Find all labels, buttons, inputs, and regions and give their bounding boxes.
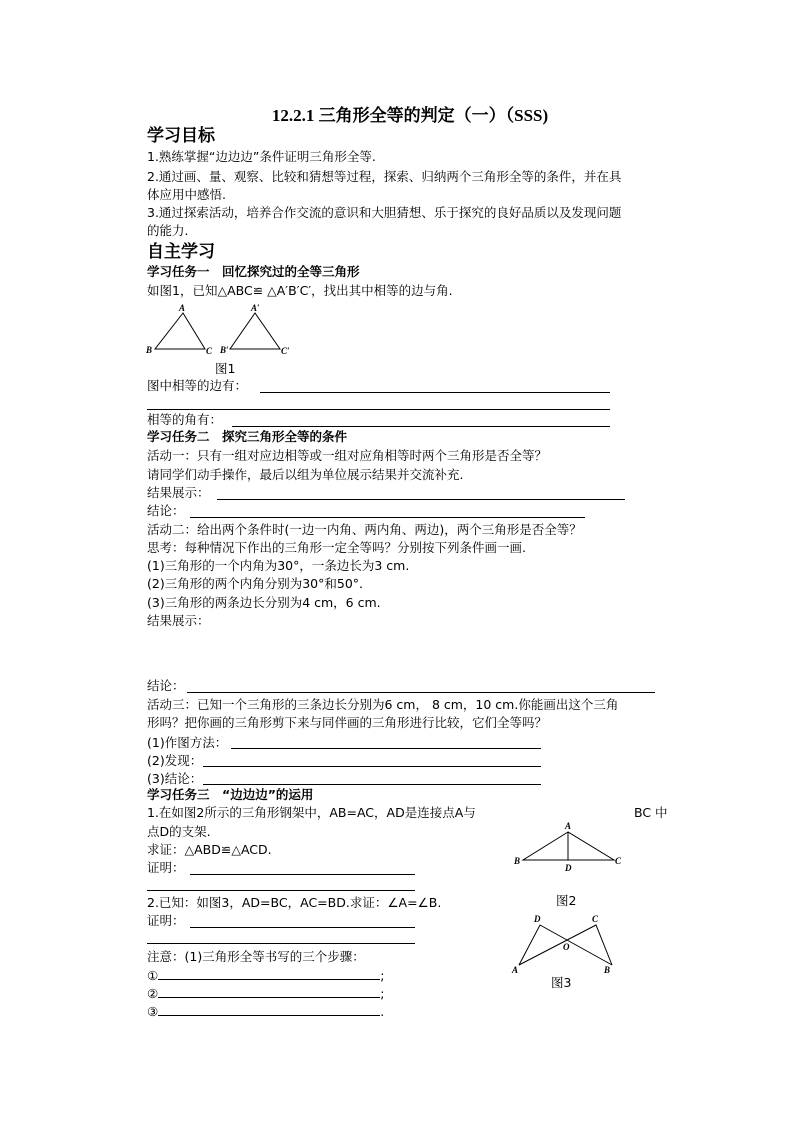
think: 思考：每种情况下作出的三角形一定全等吗？分别按下列条件画一画. bbox=[147, 540, 526, 555]
triangle-abc bbox=[155, 313, 205, 349]
step-3-label: (3)结论： bbox=[147, 771, 203, 786]
figure-1-caption: 图1 bbox=[215, 361, 236, 376]
step-write-2-line[interactable] bbox=[158, 984, 380, 998]
equal-sides-line[interactable] bbox=[260, 392, 610, 393]
case-1: (1)三角形的一个内角为30°，一条边长为3 cm. bbox=[147, 558, 410, 573]
fig3-label-b: B bbox=[604, 965, 611, 975]
equal-angles-line[interactable] bbox=[232, 426, 610, 427]
activity1-note: 请同学们动手操作，最后以组为单位展示结果并交流补充. bbox=[147, 467, 464, 482]
mark-3: ③ bbox=[147, 1004, 159, 1019]
result-label: 结果展示： bbox=[147, 485, 210, 500]
mark-1: ① bbox=[147, 968, 159, 983]
fig3-label-o: O bbox=[563, 942, 570, 952]
figure-3-caption: 图3 bbox=[551, 975, 572, 990]
activity2: 活动二：给出两个条件时(一边一内角、两内角、两边)，两个三角形是否全等？ bbox=[147, 522, 582, 537]
mark-2: ② bbox=[147, 986, 159, 1001]
task2-title: 学习任务二 探究三角形全等的条件 bbox=[147, 429, 348, 444]
triangle-abc-prime bbox=[230, 313, 280, 349]
fig2-label-c: C bbox=[615, 856, 622, 866]
step-1-line[interactable] bbox=[231, 748, 541, 749]
activity3: 活动三：已知一个三角形的三条边长分别为6 cm， 8 cm，10 cm.你能画出这个三角 bbox=[147, 697, 619, 712]
step-2-label: (2)发现： bbox=[147, 753, 203, 768]
fig2-label-d: D bbox=[565, 863, 572, 873]
goal-3: 3.通过探索活动，培养合作交流的意识和大胆猜想、乐于探究的良好品质以及发现问题 bbox=[147, 205, 622, 220]
q1-cont: 点D的支架. bbox=[147, 824, 211, 839]
label-a: A bbox=[179, 303, 186, 313]
step-3-line[interactable] bbox=[203, 784, 541, 785]
goal-3-cont: 的能力. bbox=[147, 223, 189, 238]
task3-title: 学习任务三 “边边边”的运用 bbox=[147, 787, 314, 802]
step-write-3 bbox=[147, 1002, 384, 1021]
q2: 2.已知：如图3，AD=BC，AC=BD.求证：∠A=∠B. bbox=[147, 895, 442, 910]
label-c: C bbox=[206, 346, 213, 356]
fig2-label-b: B bbox=[514, 856, 521, 866]
fig3-label-a: A bbox=[512, 965, 519, 975]
step-write-2 bbox=[147, 984, 384, 1003]
fig2-label-a: A bbox=[565, 821, 572, 831]
result-line[interactable] bbox=[217, 499, 625, 500]
figure-2-caption: 图2 bbox=[556, 893, 577, 908]
self-study-heading: 自主学习 bbox=[147, 242, 215, 262]
step-write-1 bbox=[147, 966, 384, 985]
q1: 1.在如图2所示的三角形钢架中，AB=AC，AD是连接点A与 bbox=[147, 805, 476, 820]
goals-heading: 学习目标 bbox=[147, 126, 215, 146]
equal-sides-label: 图中相等的边有： bbox=[147, 378, 248, 393]
goal-2-cont: 体应用中感悟. bbox=[147, 187, 226, 202]
conclusion2-line[interactable] bbox=[187, 692, 655, 693]
equal-sides-line-2[interactable] bbox=[147, 409, 610, 410]
proof2-line-2[interactable] bbox=[147, 943, 415, 944]
conclusion-line[interactable] bbox=[190, 517, 585, 518]
step-2-line[interactable] bbox=[203, 766, 541, 767]
label-b-prime: B′ bbox=[220, 345, 229, 355]
conclusion-label: 结论： bbox=[147, 503, 185, 518]
end-2: ; bbox=[380, 986, 385, 1001]
case-3: (3)三角形的两条边长分别为4 cm，6 cm. bbox=[147, 595, 381, 610]
goal-1: 1.熟练掌握“边边边”条件证明三角形全等. bbox=[147, 149, 376, 164]
step-write-1-line[interactable] bbox=[158, 966, 380, 980]
label-c-prime: C′ bbox=[281, 346, 290, 356]
label-a-prime: A′ bbox=[251, 303, 260, 313]
goal-2: 2.通过画、量、观察、比较和猜想等过程，探索、归纳两个三角形全等的条件，并在具 bbox=[147, 169, 622, 184]
step-write-3-line[interactable] bbox=[158, 1002, 380, 1016]
note: 注意：(1)三角形全等书写的三个步骤： bbox=[147, 949, 365, 964]
figure-2 bbox=[523, 832, 614, 860]
proof2-line[interactable] bbox=[190, 927, 415, 928]
result2-label: 结果展示： bbox=[147, 613, 210, 628]
proof-label: 证明： bbox=[147, 860, 185, 875]
activity1: 活动一：只有一组对应边相等或一组对应角相等时两个三角形是否全等？ bbox=[147, 448, 548, 463]
activity3-cont: 形吗？把你画的三角形剪下来与同伴画的三角形进行比较，它们全等吗？ bbox=[147, 715, 548, 730]
end-1: ; bbox=[380, 968, 385, 983]
case-2: (2)三角形的两个内角分别为30°和50°. bbox=[147, 576, 363, 591]
fig3-label-d: D bbox=[534, 914, 541, 924]
page-title: 12.2.1 三角形全等的判定（一）（SSS) bbox=[271, 106, 549, 125]
step-1-label: (1)作图方法： bbox=[147, 735, 228, 750]
figure-1 bbox=[155, 313, 280, 349]
q1-prove: 求证：△ABD≌△ACD. bbox=[147, 842, 272, 857]
q1-right: BC 中 bbox=[634, 805, 668, 820]
conclusion2-label: 结论： bbox=[147, 678, 185, 693]
proof2-label: 证明： bbox=[147, 913, 185, 928]
proof-line[interactable] bbox=[190, 874, 415, 875]
label-b: B bbox=[146, 345, 153, 355]
equal-angles-label: 相等的角有： bbox=[147, 412, 223, 427]
task1-prompt: 如图1，已知△ABC≌ △A′B′C′，找出其中相等的边与角. bbox=[147, 283, 453, 298]
end-3: . bbox=[380, 1004, 385, 1019]
fig3-label-c: C bbox=[592, 914, 599, 924]
proof-line-2[interactable] bbox=[147, 890, 415, 891]
task1-title: 学习任务一 回忆探究过的全等三角形 bbox=[147, 264, 360, 279]
